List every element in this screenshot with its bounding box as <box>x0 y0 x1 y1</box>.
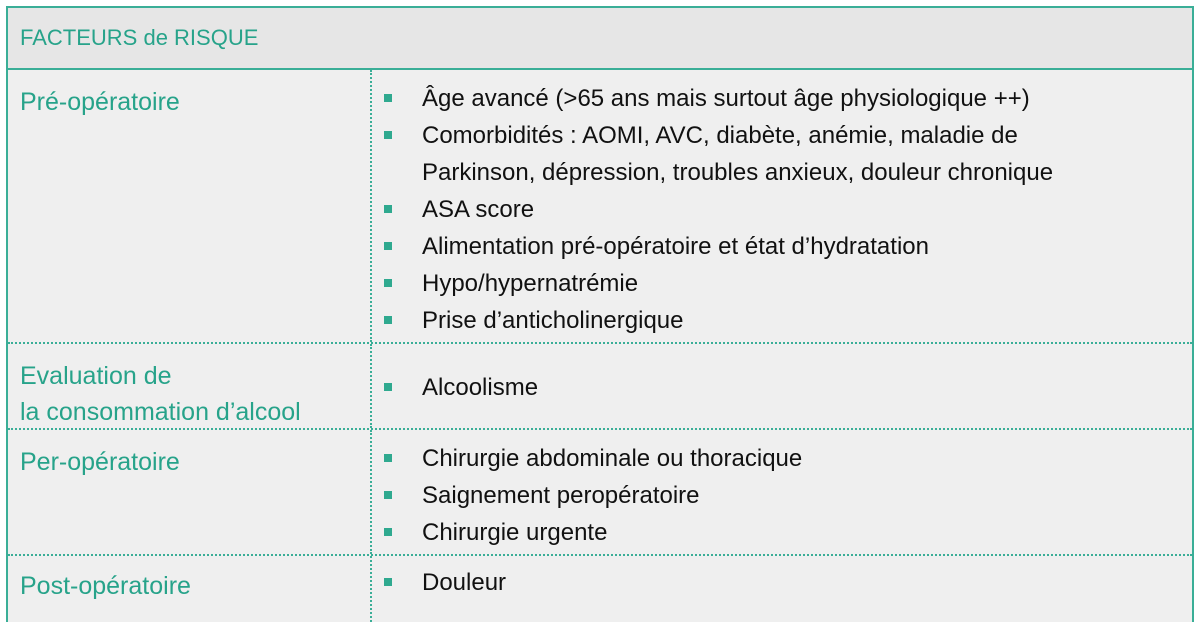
row-items <box>372 430 1192 554</box>
square-bullet-icon <box>384 94 392 102</box>
square-bullet-icon <box>384 383 392 391</box>
row-label-text: Per-opératoire <box>20 448 180 476</box>
risk-factors-table <box>6 6 1194 622</box>
table-header: FACTEURS de RISQUE <box>8 8 1192 70</box>
row-label <box>8 430 372 554</box>
square-bullet-icon <box>384 316 392 324</box>
row-items <box>372 70 1192 342</box>
list-item <box>384 117 1192 191</box>
list-item-text: Chirurgie urgente <box>422 519 608 546</box>
list-item-text: Prise d’anticholinergique <box>422 307 684 334</box>
row-label-text: Pré-opératoire <box>20 88 180 116</box>
row-label <box>8 556 372 622</box>
square-bullet-icon <box>384 578 392 586</box>
square-bullet-icon <box>384 491 392 499</box>
row-pre-operatoire <box>8 70 1192 344</box>
square-bullet-icon <box>384 454 392 462</box>
row-label <box>8 344 372 428</box>
list-item-text: Alcoolisme <box>422 374 539 401</box>
list-item <box>384 564 1192 601</box>
list-item <box>384 191 1192 228</box>
row-items <box>372 344 1192 428</box>
square-bullet-icon <box>384 205 392 213</box>
square-bullet-icon <box>384 279 392 287</box>
list-item-text: ASA score <box>422 196 535 223</box>
list-item <box>384 477 1192 514</box>
row-post-operatoire <box>8 556 1192 622</box>
row-items <box>372 556 1192 622</box>
list-item-text: Chirurgie abdominale ou thoracique <box>422 445 803 472</box>
list-item-text: Alimentation pré-opératoire et état d’hydratation <box>422 233 929 260</box>
list-item <box>384 228 1192 265</box>
list-item <box>384 369 1192 406</box>
row-label <box>8 70 372 342</box>
row-label-text: Evaluation de la consommation d’alcool <box>20 362 301 426</box>
row-label-text: Post-opératoire <box>20 572 191 600</box>
list-item <box>384 514 1192 551</box>
square-bullet-icon <box>384 528 392 536</box>
list-item <box>384 80 1192 117</box>
row-per-operatoire <box>8 430 1192 556</box>
list-item <box>384 440 1192 477</box>
square-bullet-icon <box>384 131 392 139</box>
list-item-text: Hypo/hypernatrémie <box>422 270 639 297</box>
list-item-text: Comorbidités : AOMI, AVC, diabète, anémie, maladie de Parkinson, dépression, troubles anxieux, douleur chronique <box>422 122 1054 186</box>
row-evaluation-alcool <box>8 344 1192 430</box>
list-item-text: Douleur <box>422 569 507 596</box>
list-item-text: Saignement peropératoire <box>422 482 700 509</box>
list-item-text: Âge avancé (>65 ans mais surtout âge physiologique ++) <box>422 85 1030 112</box>
list-item <box>384 302 1192 339</box>
square-bullet-icon <box>384 242 392 250</box>
list-item <box>384 265 1192 302</box>
